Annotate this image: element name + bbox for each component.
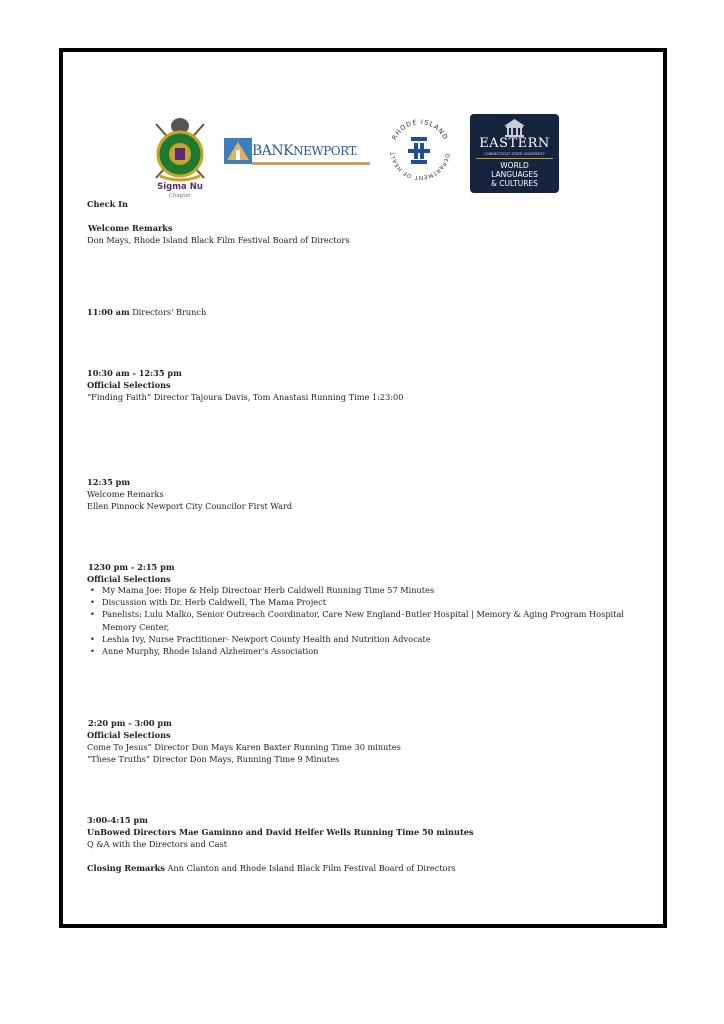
eastern-line2: LANGUAGES [491, 170, 538, 179]
ri-doh-arc-top: RHODE ISLAND [390, 117, 450, 142]
bank-newport-text-bank: BANK [252, 143, 294, 159]
eastern-logo [470, 114, 559, 193]
session1-time: 10:30 am - 12:35 pm [87, 368, 182, 378]
session5-time: 3:00-4:15 pm [87, 815, 148, 825]
session2-by: Ellen Pinnock Newport City Councilor First Ward [87, 501, 293, 511]
session4-title: Official Selections [87, 730, 171, 740]
list-item: • My Mama Joe: Hope & Help Directoar Herb Caldwell Running Time 57 Minutes [87, 584, 647, 596]
sigma-nu-name: Sigma Nu [157, 182, 203, 192]
brunch-label: Directors' Brunch [129, 307, 207, 317]
list-item: • Anne Murphy, Rhode Island Alzheimer's Association [87, 645, 647, 657]
eastern-line1: WORLD [500, 161, 529, 170]
session2-title: Welcome Remarks [87, 489, 164, 499]
ri-doh-logo [384, 110, 456, 188]
list-item: • Discussion with Dr. Herb Caldwell, The Mama Project [87, 596, 647, 608]
brunch-line [87, 306, 206, 318]
closing-line [87, 862, 456, 874]
session2-time: 12:35 pm [87, 477, 131, 487]
session5-qa: Q &A with the Directors and Cast [87, 839, 228, 849]
session1-title: Official Selections [87, 380, 171, 390]
session1-film: “Finding Faith” Director Tajoura Davis, Tom Anastasi Running Time 1:23:00 [87, 392, 404, 402]
welcome-title: Welcome Remarks [88, 223, 173, 233]
sigma-nu-sub: Chapter [169, 193, 191, 199]
session4-film1: Come To Jesus” Director Don Mays Karen Baxter Running Time 30 minutes [87, 742, 401, 752]
closing-label: Closing Remarks [87, 863, 165, 873]
bank-newport-logo [224, 136, 372, 166]
eastern-title: EASTERN [479, 136, 550, 151]
session3-time: 1230 pm - 2:15 pm [88, 562, 175, 572]
session3-title: Official Selections [87, 574, 171, 584]
sponsor-logos [88, 110, 608, 202]
check-in: Check In [87, 199, 128, 209]
session5-film: UnBowed Directors Mae Gaminno and David Helfer Wells Running Time 50 minutes [87, 827, 474, 837]
sigma-nu-logo [150, 116, 210, 202]
bank-newport-text-newport: NEWPORT. [293, 144, 358, 158]
ri-doh-arc-bottom: DEPARTMENT OF HEALT [389, 151, 450, 181]
brunch-time: 11:00 am [87, 307, 130, 317]
session4-film2: “These Truths” Director Don Mays, Running Time 9 Minutes [87, 754, 340, 764]
list-item: • Panelists: Lulu Malko, Senior Outreach Coordinator, Care New England–Butler Hospital | Memory & Aging Program Hospital Memory Center, [87, 608, 637, 632]
session4-time: 2:20 pm - 3:00 pm [88, 718, 172, 728]
closing-by: Ann Clanton and Rhode Island Black Film Festival Board of Directors [164, 863, 456, 873]
eastern-line3: & CULTURES [491, 179, 538, 188]
list-item: • Leshia Ivy, Nurse Practitioner- Newport County Health and Nutrition Advocate [87, 633, 647, 645]
eastern-subtitle: CONNECTICUT STATE UNIVERSITY [484, 152, 545, 156]
session3-list [87, 584, 647, 657]
welcome-by: Don Mays, Rhode Island Black Film Festival Board of Directors [87, 235, 350, 245]
